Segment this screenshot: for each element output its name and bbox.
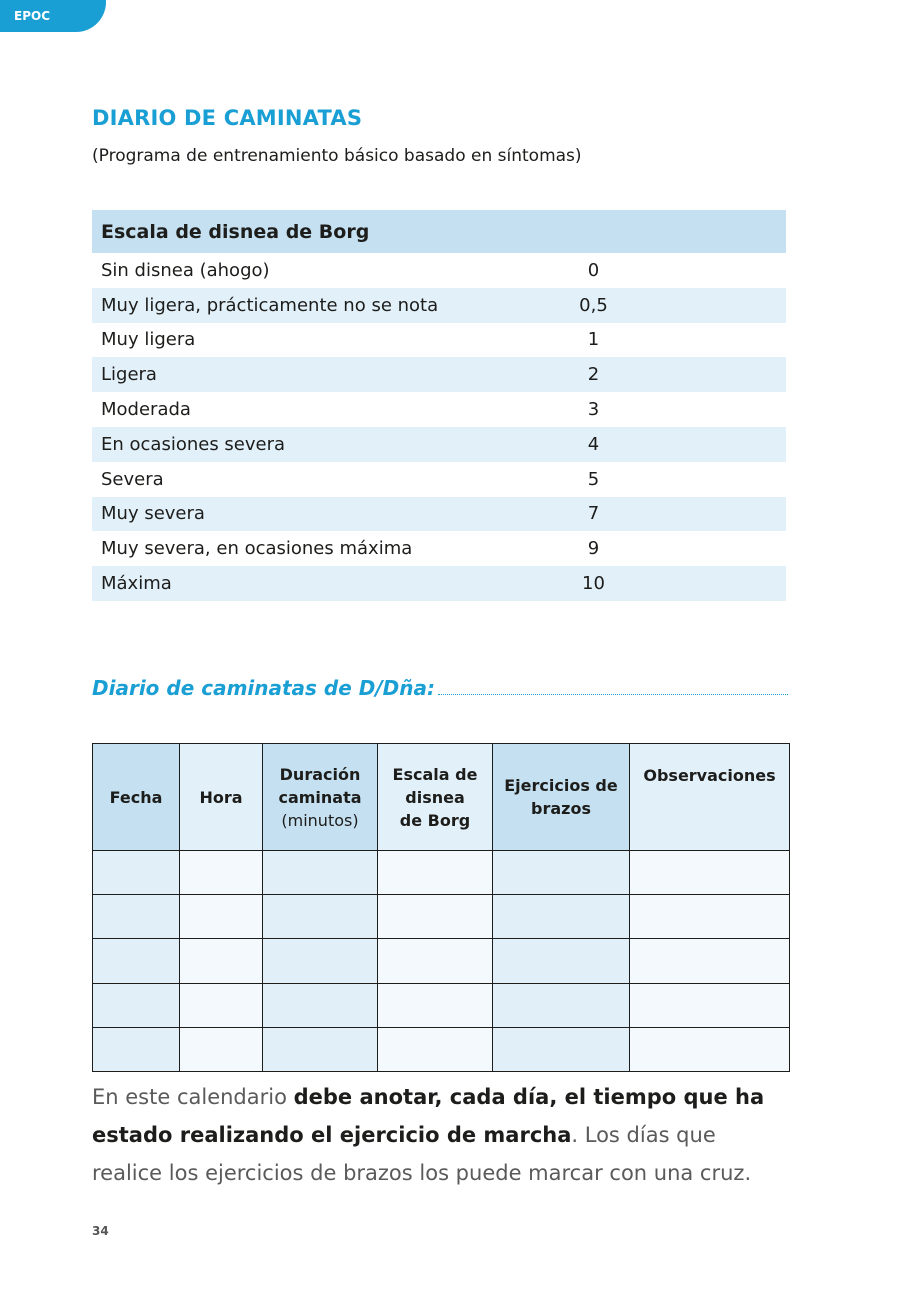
borg-row [92,462,786,497]
diary-cell[interactable] [630,895,790,939]
diary-cell[interactable] [630,851,790,895]
col-hora: Hora [180,744,263,851]
col-borg-line1: Escala de disnea [392,764,478,807]
diary-cell[interactable] [493,983,630,1027]
borg-row [92,531,786,566]
diary-cell[interactable] [263,895,378,939]
col-fecha: Fecha [93,744,180,851]
borg-row [92,357,786,392]
borg-row [92,323,786,358]
borg-heading: Escala de disnea de Borg [92,210,786,253]
page-title: DIARIO DE CAMINATAS [92,106,363,130]
diary-cell[interactable] [378,1027,493,1071]
diary-row [93,1027,790,1071]
borg-label: Muy severa [92,497,439,532]
borg-label: Muy severa, en ocasiones máxima [101,538,413,560]
diary-cell[interactable] [378,895,493,939]
borg-value: 0,5 [439,288,786,323]
name-fill-line[interactable] [438,694,788,695]
borg-value: 5 [587,468,600,490]
diary-cell[interactable] [493,895,630,939]
diary-title: Diario de caminatas de D/Dña: [92,676,436,700]
col-borg [378,744,493,851]
diary-row [93,895,790,939]
borg-label: Muy ligera [101,329,196,351]
section-tab-label: EPOC [14,9,50,23]
borg-label: Máxima [92,566,439,601]
borg-value: 7 [439,497,786,532]
diary-cell[interactable] [263,939,378,983]
borg-value: 0 [587,259,600,281]
borg-row [92,288,786,323]
col-duracion-unit: (minutos) [281,810,359,830]
diary-cell[interactable] [493,851,630,895]
diary-cell[interactable] [263,1027,378,1071]
col-duracion-label: Duración caminata [278,764,362,807]
borg-row [92,497,786,532]
col-observaciones: Observaciones [630,744,790,851]
borg-label: En ocasiones severa [92,427,439,462]
borg-value: 3 [587,399,600,421]
diary-row [93,851,790,895]
instructions-paragraph [92,1078,792,1192]
diary-cell[interactable] [180,939,263,983]
diary-row [93,939,790,983]
borg-value: 4 [439,427,786,462]
col-brazos: Ejercicios de brazos [493,744,630,851]
borg-label: Muy ligera, prácticamente no se nota [92,288,439,323]
diary-row [93,983,790,1027]
diary-cell[interactable] [93,1027,180,1071]
borg-row [92,392,786,427]
diary-header-row [93,744,790,851]
borg-row [92,566,786,601]
diary-cell[interactable] [93,983,180,1027]
borg-value: 1 [587,329,600,351]
walking-diary-table [92,743,790,1072]
diary-cell[interactable] [263,983,378,1027]
borg-label: Severa [101,468,164,490]
borg-scale-table [92,210,786,601]
diary-cell[interactable] [180,895,263,939]
diary-cell[interactable] [493,939,630,983]
diary-cell[interactable] [180,851,263,895]
borg-value: 9 [587,538,600,560]
diary-cell[interactable] [378,851,493,895]
page-number: 34 [92,1224,109,1238]
diary-cell[interactable] [630,1027,790,1071]
col-duracion [263,744,378,851]
borg-header-row [92,210,786,253]
diary-cell[interactable] [180,983,263,1027]
section-tab [0,0,106,32]
borg-value: 2 [439,357,786,392]
diary-cell[interactable] [93,895,180,939]
diary-cell[interactable] [93,939,180,983]
borg-label: Moderada [101,399,191,421]
diary-cell[interactable] [630,939,790,983]
borg-row [92,253,786,288]
borg-label: Sin disnea (ahogo) [101,259,270,281]
diary-cell[interactable] [263,851,378,895]
instructions-bold: debe anotar, cada día, el tiempo que ha estado realizando el ejercicio de marcha [92,1085,765,1147]
borg-value: 10 [439,566,786,601]
borg-label: Ligera [92,357,439,392]
diary-cell[interactable] [180,1027,263,1071]
diary-cell[interactable] [93,851,180,895]
diary-cell[interactable] [630,983,790,1027]
col-borg-line2: de Borg [399,810,471,830]
instructions-part2: . Los días que realice los ejercicios de brazos los puede marcar con una cruz. [92,1123,752,1185]
diary-cell[interactable] [378,939,493,983]
borg-row [92,427,786,462]
diary-cell[interactable] [378,983,493,1027]
instructions-part1: En este calendario [92,1085,294,1109]
diary-cell[interactable] [493,1027,630,1071]
page-subtitle: (Programa de entrenamiento básico basado en síntomas) [92,146,582,166]
